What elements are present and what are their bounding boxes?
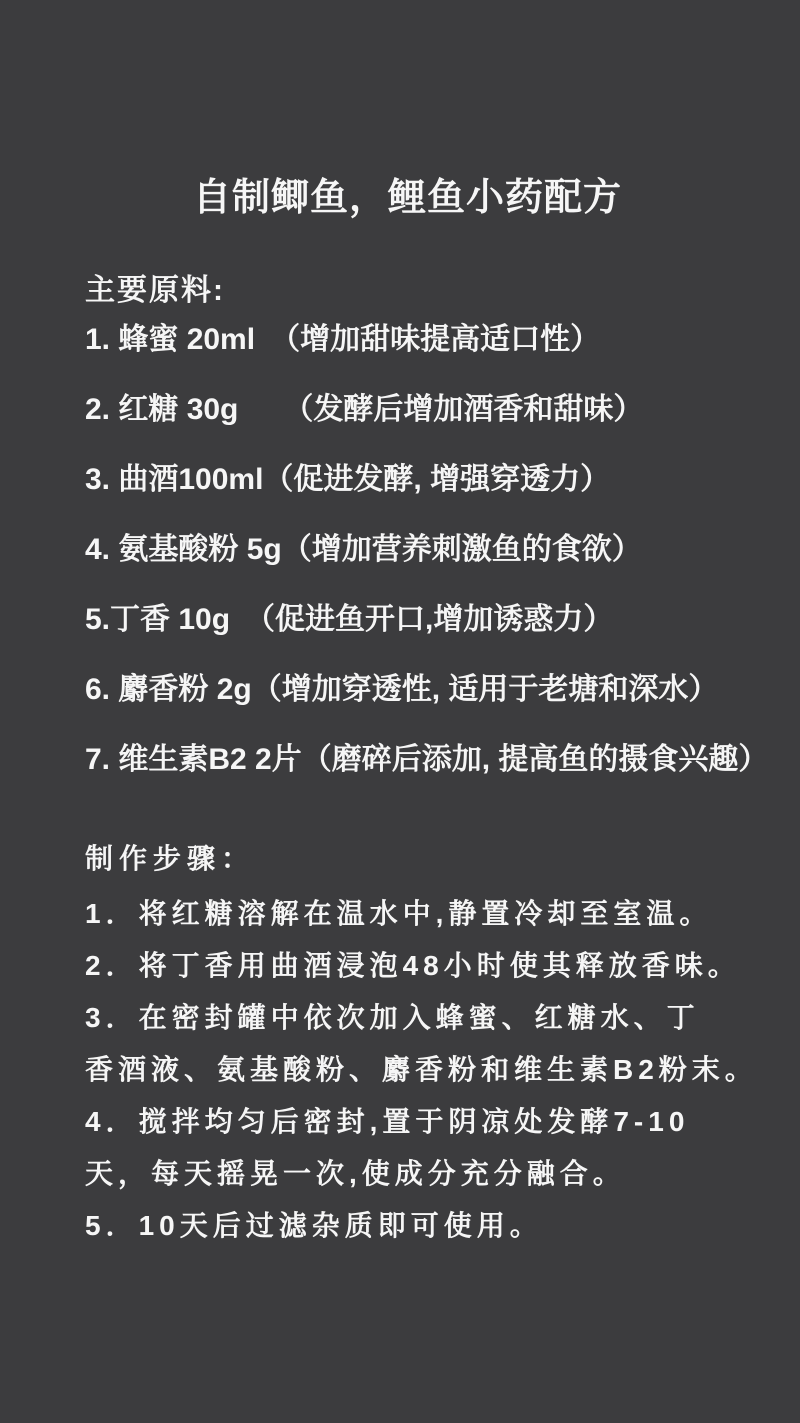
step-line: 4．搅拌均匀后密封,置于阴凉处发酵7-10: [85, 1106, 690, 1137]
step-line: 3．在密封罐中依次加入蜂蜜、红糖水、丁: [85, 1002, 700, 1033]
step-line: 1．将红糖溶解在温水中,静置冷却至室温。: [85, 898, 713, 929]
ingredients-heading: 主要原料:: [85, 274, 225, 307]
steps-heading: 制作步骤：: [85, 843, 256, 874]
ingredient-item: 6. 麝香粉 2g（增加穿透性, 适用于老塘和深水）: [85, 673, 719, 706]
steps-list: [85, 896, 758, 1244]
ingredient-item: 1. 蜂蜜 20ml （增加甜味提高适口性）: [85, 323, 601, 356]
ingredients-list: [85, 322, 769, 778]
ingredient-item: 7. 维生素B2 2片（磨碎后添加, 提高鱼的摄食兴趣）: [85, 743, 769, 776]
ingredient-item: 2. 红糖 30g （发酵后增加酒香和甜味）: [85, 393, 644, 426]
step-line: 天，每天摇晃一次,使成分充分融合。: [85, 1158, 626, 1189]
ingredient-item: 5.丁香 10g （促进鱼开口,增加诱惑力）: [85, 603, 614, 636]
ingredient-item: 4. 氨基酸粉 5g（增加营养刺激鱼的食欲）: [85, 533, 642, 566]
page-title: 自制鲫鱼，鲤鱼小药配方: [192, 177, 622, 219]
step-line: 香酒液、氨基酸粉、麝香粉和维生素B2粉末。: [85, 1054, 758, 1085]
ingredient-item: 3. 曲酒100ml（促进发酵, 增强穿透力）: [85, 463, 611, 496]
step-line: 2．将丁香用曲酒浸泡48小时使其释放香味。: [85, 950, 741, 981]
step-line: 5．10天后过滤杂质即可使用。: [85, 1210, 543, 1241]
